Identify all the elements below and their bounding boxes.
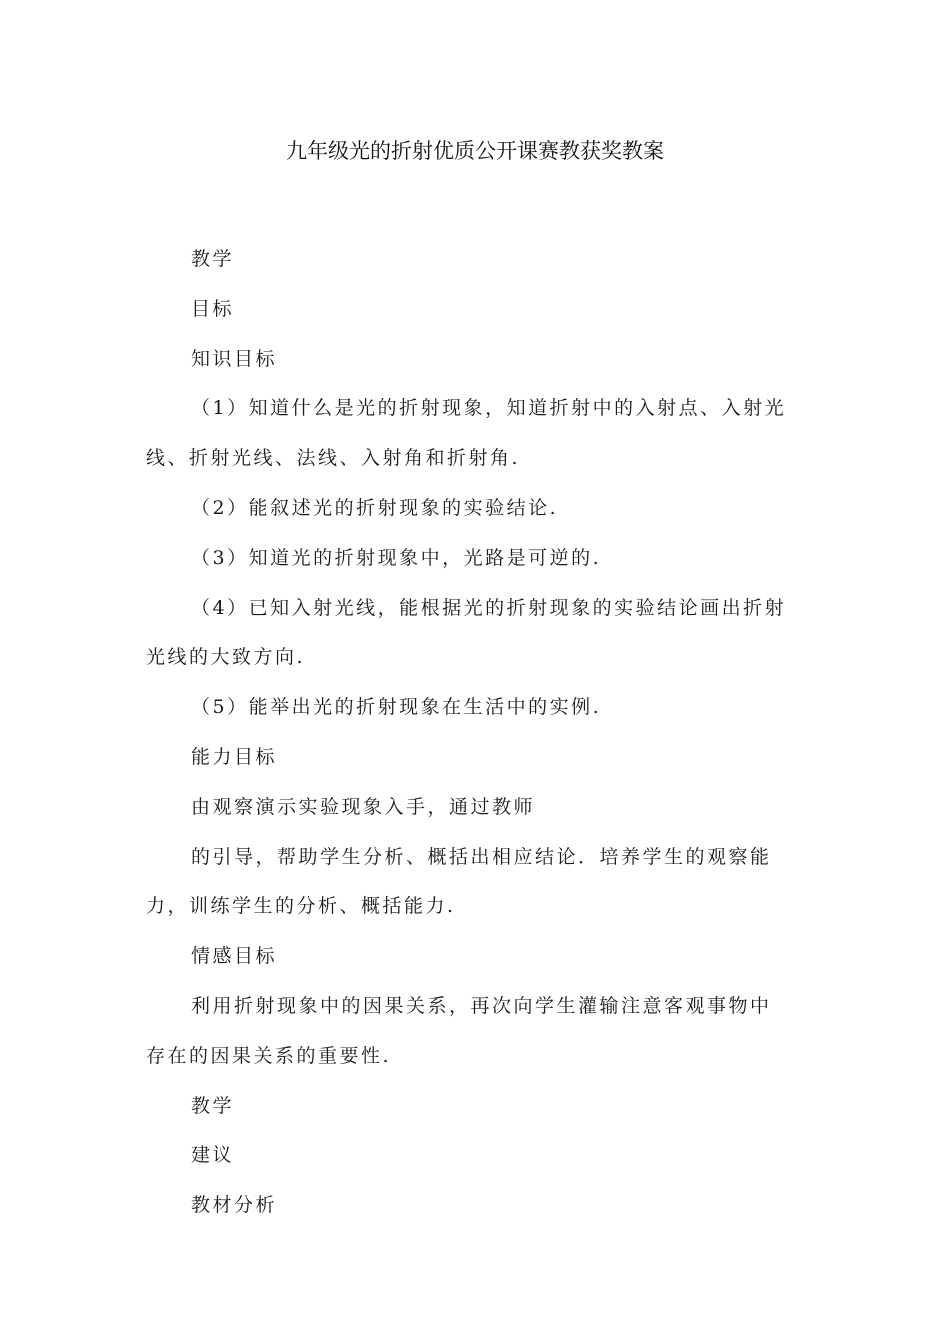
paragraph-line: 存在的因果关系的重要性.	[146, 1044, 392, 1067]
paragraph-line: 光线的大致方向.	[146, 646, 306, 669]
subheading-knowledge-goals: 知识目标	[191, 347, 278, 370]
section-heading-goals: 目标	[191, 297, 235, 320]
section-heading-teaching: 教学	[191, 1094, 235, 1117]
paragraph-line: （1）知道什么是光的折射现象，知道折射中的入射点、入射光	[191, 397, 787, 420]
paragraph-line: 利用折射现象中的因果关系，再次向学生灌输注意客观事物中	[191, 994, 772, 1017]
document-title: 九年级光的折射优质公开课赛教获奖教案	[286, 139, 664, 163]
paragraph-line: 由观察演示实验现象入手，通过教师	[191, 795, 536, 818]
paragraph-line: （3）知道光的折射现象中，光路是可逆的.	[191, 546, 602, 569]
subheading-textbook-analysis: 教材分析	[191, 1194, 278, 1217]
paragraph-line: （4）已知入射光线，能根据光的折射现象的实验结论画出折射	[191, 596, 787, 619]
section-heading-teaching: 教学	[191, 248, 235, 270]
paragraph-line: 线、折射光线、法线、入射角和折射角.	[146, 447, 521, 470]
subheading-emotion-goals: 情感目标	[191, 945, 278, 968]
paragraph-line: 力，训练学生的分析、概括能力.	[146, 895, 456, 918]
paragraph-line: 的引导，帮助学生分析、概括出相应结论．培养学生的观察能	[191, 845, 772, 868]
subheading-ability-goals: 能力目标	[191, 745, 278, 768]
section-heading-suggestions: 建议	[191, 1144, 235, 1167]
paragraph-line: （5）能举出光的折射现象在生活中的实例.	[191, 696, 602, 719]
document-body	[146, 235, 806, 1231]
paragraph-line: （2）能叙述光的折射现象的实验结论.	[191, 496, 559, 519]
